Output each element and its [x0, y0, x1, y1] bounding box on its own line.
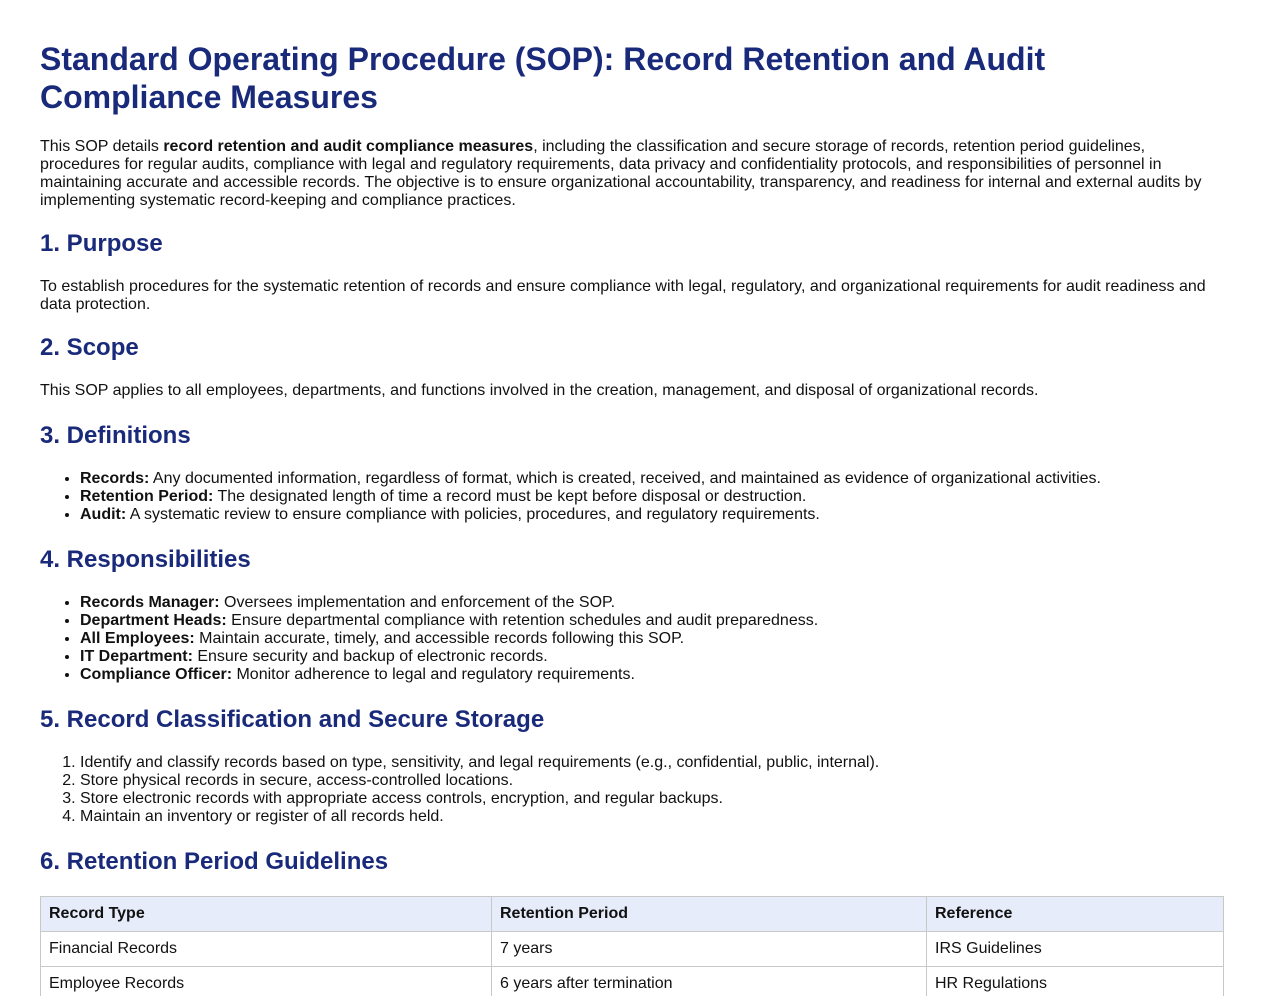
- table-row: [41, 932, 1224, 967]
- classification-step: 3. Store electronic records with appropriate access controls, encryption, and regular backups.: [80, 790, 1223, 808]
- responsibility-item: [80, 666, 1223, 684]
- column-header-reference: Reference: [927, 897, 1224, 932]
- definitions-list: [40, 470, 1223, 524]
- intro-suffix: , including the classification and secure storage of records, retention period guidelines, procedures for regular audits, compliance with legal and regulatory requirements, data privacy and confidentiality protocols, and responsibilities of personnel in maintaining accurate and accessible records. The objective is to ensure organizational accountability, transparency, and readiness for internal and external audits by implementing systematic record-keeping and compliance practices.: [40, 138, 1202, 209]
- responsibility-role: IT Department:: [80, 648, 193, 665]
- intro-bold: record retention and audit compliance measures: [163, 138, 534, 155]
- definition-item: [80, 470, 1223, 488]
- scope-text: This SOP applies to all employees, departments, and functions involved in the creation, management, and disposal of organizational records.: [40, 382, 1039, 399]
- responsibility-item: [80, 630, 1223, 648]
- responsibility-role: Records Manager:: [80, 594, 220, 611]
- responsibility-role: Compliance Officer:: [80, 666, 233, 683]
- definitions-heading: 3. Definitions: [40, 422, 191, 449]
- definition-term: Retention Period:: [80, 488, 214, 505]
- purpose-text: To establish procedures for the systematic retention of records and ensure compliance with legal, regulatory, and organizational requirements for audit readiness and data protection.: [40, 278, 1206, 313]
- classification-step: 2. Store physical records in secure, access-controlled locations.: [80, 772, 1223, 790]
- purpose-heading: 1. Purpose: [40, 230, 163, 257]
- scope-heading: 2. Scope: [40, 334, 139, 361]
- responsibilities-list: [40, 594, 1223, 684]
- intro-prefix: This SOP details: [40, 138, 164, 155]
- intro-paragraph: [40, 138, 1223, 210]
- cell-record-type: Employee Records: [41, 967, 492, 996]
- retention-table: [40, 896, 1224, 996]
- cell-reference: HR Regulations: [927, 967, 1224, 996]
- definition-term: Records:: [80, 470, 150, 487]
- responsibility-desc: Monitor adherence to legal and regulatory requirements.: [232, 666, 635, 683]
- definition-item: [80, 506, 1223, 524]
- table-header-row: [41, 897, 1224, 932]
- classification-step: 1. Identify and classify records based on type, sensitivity, and legal requirements (e.g., confidential, public, internal).: [80, 754, 1223, 772]
- responsibility-item: [80, 612, 1223, 630]
- cell-retention-period: 7 years: [492, 932, 927, 967]
- cell-reference: IRS Guidelines: [927, 932, 1224, 967]
- classification-step: 4. Maintain an inventory or register of all records held.: [80, 808, 1223, 826]
- cell-retention-period: 6 years after termination: [492, 967, 927, 996]
- definition-term: Audit:: [80, 506, 127, 523]
- definition-desc: A systematic review to ensure compliance with policies, procedures, and regulatory requirements.: [126, 506, 820, 523]
- page-title: Standard Operating Procedure (SOP): Record Retention and Audit Compliance Measures: [40, 41, 1046, 115]
- definition-desc: The designated length of time a record must be kept before disposal or destruction.: [213, 488, 807, 505]
- responsibility-desc: Ensure security and backup of electronic records.: [192, 648, 548, 665]
- responsibility-role: Department Heads:: [80, 612, 227, 629]
- responsibility-desc: Ensure departmental compliance with retention schedules and audit preparedness.: [226, 612, 819, 629]
- definition-desc: Any documented information, regardless of format, which is created, received, and maintained as evidence of organizational activities.: [149, 470, 1101, 487]
- cell-record-type: Financial Records: [41, 932, 492, 967]
- retention-heading: 6. Retention Period Guidelines: [40, 848, 389, 875]
- responsibility-desc: Oversees implementation and enforcement of the SOP.: [219, 594, 616, 611]
- column-header-record-type: Record Type: [41, 897, 492, 932]
- responsibility-desc: Maintain accurate, timely, and accessible records following this SOP.: [194, 630, 685, 647]
- column-header-retention-period: Retention Period: [492, 897, 927, 932]
- classification-heading: 5. Record Classification and Secure Storage: [40, 706, 545, 733]
- responsibility-role: All Employees:: [80, 630, 195, 647]
- responsibilities-heading: 4. Responsibilities: [40, 546, 251, 573]
- responsibility-item: [80, 648, 1223, 666]
- definition-item: [80, 488, 1223, 506]
- table-row: [41, 967, 1224, 996]
- classification-list: [40, 754, 1223, 826]
- responsibility-item: [80, 594, 1223, 612]
